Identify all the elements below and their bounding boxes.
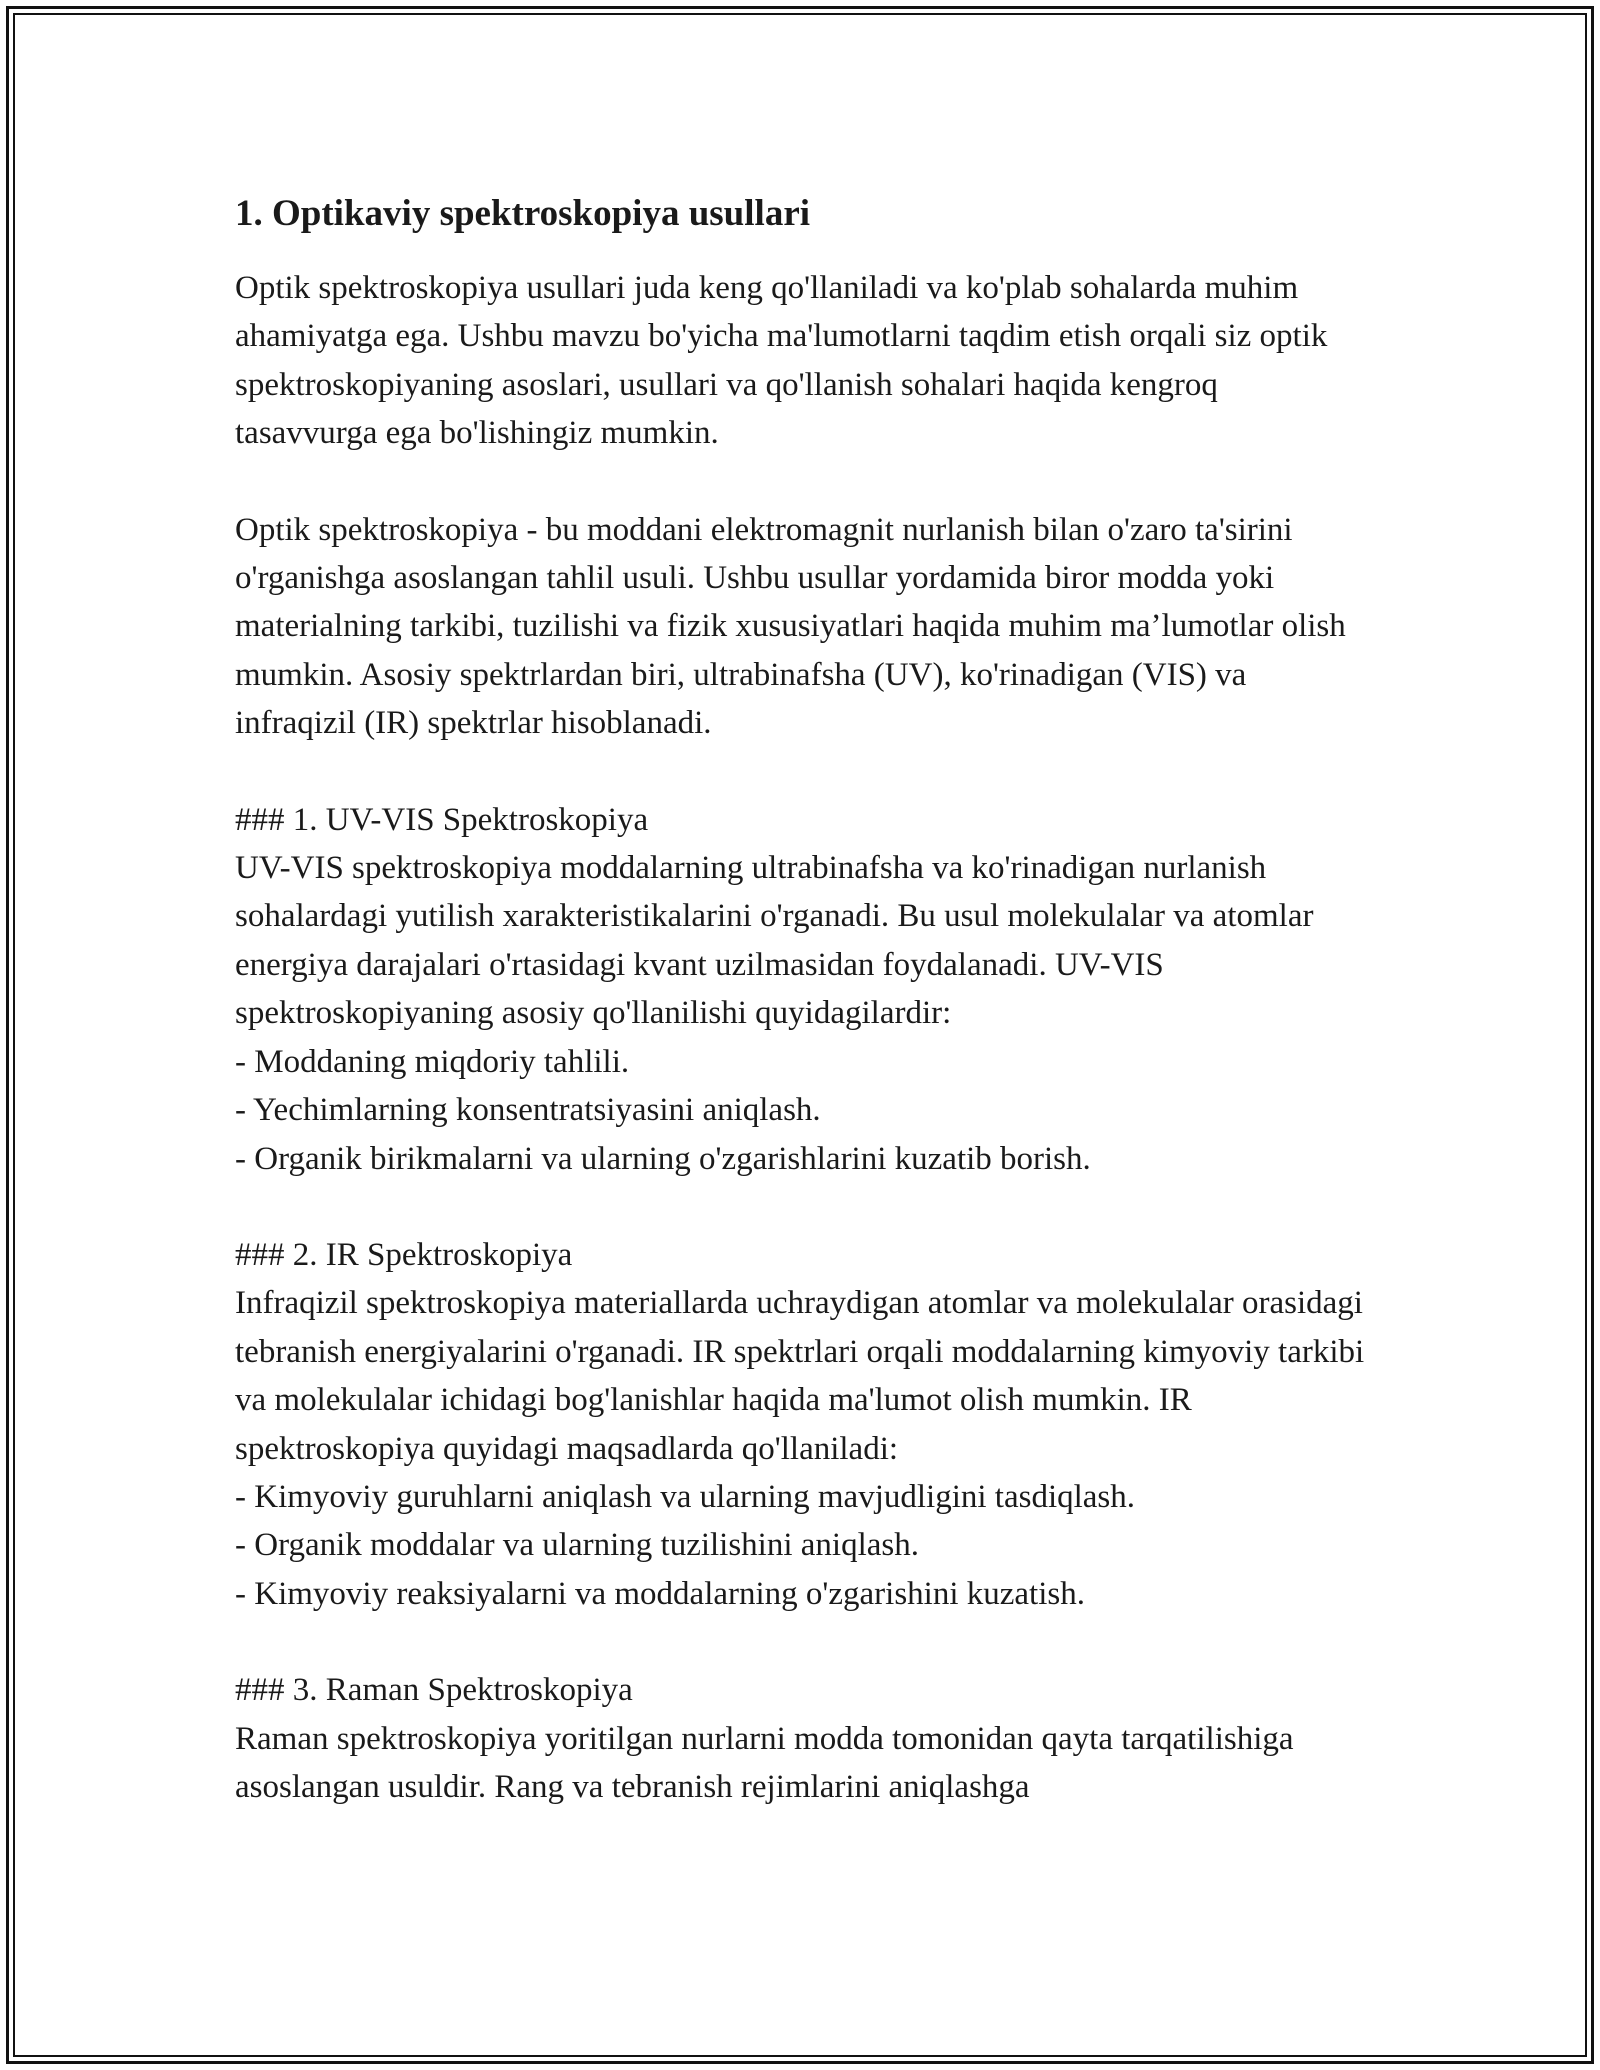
page-title: 1. Optikaviy spektroskopiya usullari: [235, 193, 811, 234]
section-text: Raman spektroskopiya yoritilgan nurlarni modda tomonidan qayta tarqatilishiga asoslangan usuldir. Rang va tebranish rejimlarini aniqlashga: [235, 1720, 1294, 1805]
list-item: - Kimyoviy reaksiyalarni va moddalarning o'zgarishini kuzatish.: [235, 1575, 1085, 1612]
list-item: - Organik moddalar va ularning tuzilishini aniqlash.: [235, 1527, 919, 1564]
document-body: [235, 186, 1365, 1859]
intro-paragraph: Optik spektroskopiya usullari juda keng qo'llaniladi va ko'plab sohalarda muhim ahamiyatga ega. Ushbu mavzu bo'yicha ma'lumotlarni taqdim etish orqali siz optik spektroskopiyaning asoslari, usullari va qo'llanish sohalari haqida kengroq tasavvurga ega bo'lishingiz mumkin.: [235, 270, 1328, 452]
definition-paragraph: Optik spektroskopiya - bu moddani elektromagnit nurlanish bilan o'zaro ta'sirini o'rganishga asoslangan tahlil usuli. Ushbu usullar yordamida biror modda yoki materialning tarkibi, tuzilishi va fizik xususiyatlari haqida muhim ma’lumotlar olish mumkin. Asosiy spektrlardan biri, ultrabinafsha (UV), ko'rinadigan (VIS) va infraqizil (IR) spektrlar hisoblanadi.: [235, 511, 1346, 742]
section-heading: ### 2. IR Spektroskopiya: [235, 1236, 573, 1273]
section-heading: ### 3. Raman Spektroskopiya: [235, 1672, 633, 1709]
list-item: - Moddaning miqdoriy tahlili.: [235, 1043, 630, 1080]
section-list: [235, 1038, 1365, 1183]
list-item: - Yechimlarning konsentratsiyasini aniqlash.: [235, 1092, 821, 1129]
list-item: - Organik birikmalarni va ularning o'zgarishlarini kuzatib borish.: [235, 1140, 1091, 1177]
section-ir: [235, 1231, 1365, 1618]
section-raman: [235, 1666, 1365, 1811]
section-text: UV-VIS spektroskopiya moddalarning ultrabinafsha va ko'rinadigan nurlanish sohalardagi yutilish xarakteristikalarini o'rganadi. Bu usul molekulalar va atomlar energiya darajalari o'rtasidagi kvant uzilmasidan foydalanadi. UV-VIS spektroskopiyaning asosiy qo'llanilishi quyidagilardir:: [235, 850, 1314, 1032]
section-heading: ### 1. UV-VIS Spektroskopiya: [235, 801, 649, 838]
section-list: [235, 1473, 1365, 1618]
section-uv-vis: [235, 796, 1365, 1183]
section-text: Infraqizil spektroskopiya materiallarda uchraydigan atomlar va molekulalar orasidagi tebranish energiyalarini o'rganadi. IR spektrlari orqali moddalarning kimyoviy tarkibi va molekulalar ichidagi bog'lanishlar haqida ma'lumot olish mumkin. IR spektroskopiya quyidagi maqsadlarda qo'llaniladi:: [235, 1285, 1365, 1467]
list-item: - Kimyoviy guruhlarni aniqlash va ularning mavjudligini tasdiqlash.: [235, 1478, 1136, 1515]
